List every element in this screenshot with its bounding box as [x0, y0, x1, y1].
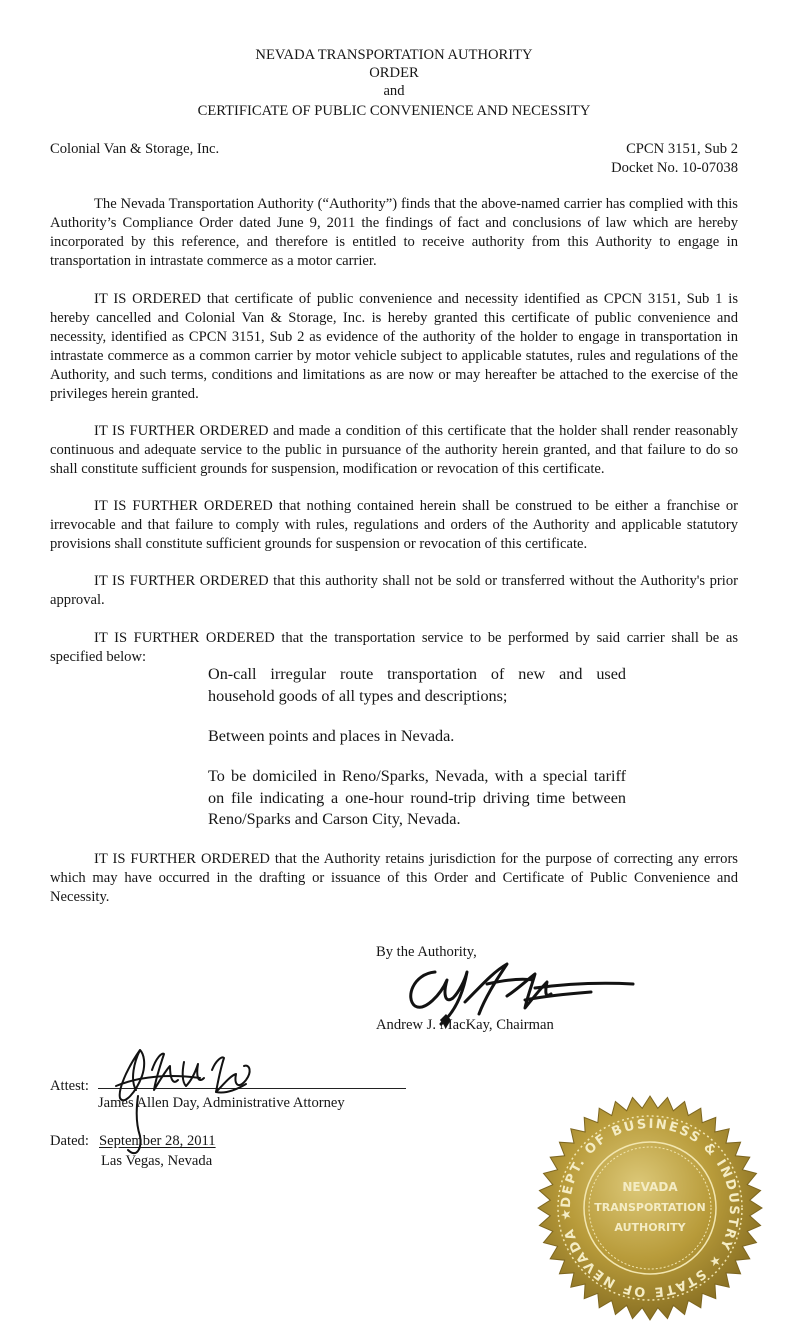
chairman-name: Andrew J. MacKay, Chairman [376, 1017, 554, 1033]
findings-paragraph: The Nevada Transportation Authority (“Authority”) finds that the above-named carrier has complied with this Authority’s Compliance Order dated June 9, 2011 the findings of fact and conclusions of law which are hereby incorporated by this reference, and therefore is entitled to receive authority from this Authority to engage in transportation in intrastate commerce as a motor carrier. [50, 196, 738, 269]
service-spec-routes: On-call irregular route transportation of new and used household goods of all types and descriptions; [208, 665, 626, 705]
certificate-title: CERTIFICATE OF PUBLIC CONVENIENCE AND NECESSITY [197, 103, 591, 119]
service-spec-domicile: To be domiciled in Reno/Sparks, Nevada, with a special tariff on file indicating a one-hour round-trip driving time between Reno/Sparks and Carson City, Nevada. [208, 767, 626, 829]
transfer-paragraph: IT IS FURTHER ORDERED that this authority shall not be sold or transferred without the Authority's prior approval. [50, 573, 738, 608]
by-authority-line: By the Authority, [376, 944, 477, 960]
order-paragraph: IT IS ORDERED that certificate of public convenience and necessity identified as CPCN 3151, Sub 1 is hereby cancelled and Colonial Van & Storage, Inc. is hereby granted this certificate of public convenience and necessity, identified as CPCN 3151, Sub 2 as evidence of the authority of the holder to engage in transportation in intrastate commerce as a common carrier by motor vehicle subject to applicable statutes, rules and regulations of the Authority, and such terms, conditions and limitations as are now or may hereafter be attached to the exercise of the privileges herein granted. [50, 291, 738, 402]
dated-label: Dated: [50, 1133, 89, 1149]
service-scope-paragraph: IT IS FURTHER ORDERED that the transportation service to be performed by said carrier shall be as specified below: [50, 630, 738, 665]
carrier-name: Colonial Van & Storage, Inc. [50, 141, 220, 157]
issue-place: Las Vegas, Nevada [101, 1153, 213, 1169]
seal-line-1: NEVADA [622, 1180, 678, 1194]
compliance-paragraph: IT IS FURTHER ORDERED that nothing contained herein shall be construed to be either a franchise or irrevocable and that failure to comply with rules, regulations and orders of the Authority and applicable statutory provisions shall constitute sufficient grounds for suspension or revocation of this certificate. [50, 498, 738, 552]
cpcn-number: CPCN 3151, Sub 2 [626, 141, 738, 157]
issue-date: September 28, 2011 [99, 1133, 216, 1149]
docket-number: Docket No. 10-07038 [611, 160, 738, 176]
seal-line-2: TRANSPORTATION [594, 1201, 706, 1214]
seal-ring-text: DEPT. OF BUSINESS & INDUSTRY ★ STATE OF NEVADA ★ [558, 1116, 742, 1300]
attest-label: Attest: [50, 1078, 89, 1094]
agency-name: NEVADA TRANSPORTATION AUTHORITY [255, 47, 533, 63]
nevada-authority-seal [535, 1093, 765, 1323]
seal-line-3: AUTHORITY [614, 1221, 686, 1234]
service-spec-territory: Between points and places in Nevada. [208, 727, 455, 745]
heading-conjunction: and [383, 83, 405, 99]
attorney-name: James Allen Day, Administrative Attorney [98, 1095, 345, 1111]
jurisdiction-paragraph: IT IS FURTHER ORDERED that the Authority retains jurisdiction for the purpose of correcting any errors which may have occurred in the drafting or issuance of this Order and Certificate of Public Convenience and Necessity. [50, 851, 738, 905]
document-type: ORDER [369, 65, 419, 81]
service-condition-paragraph: IT IS FURTHER ORDERED and made a condition of this certificate that the holder shall render reasonably continuous and adequate service to the public in pursuance of the authority herein granted, and that failure to do so shall constitute sufficient grounds for suspension, modification or revocation of this certificate. [50, 423, 738, 477]
